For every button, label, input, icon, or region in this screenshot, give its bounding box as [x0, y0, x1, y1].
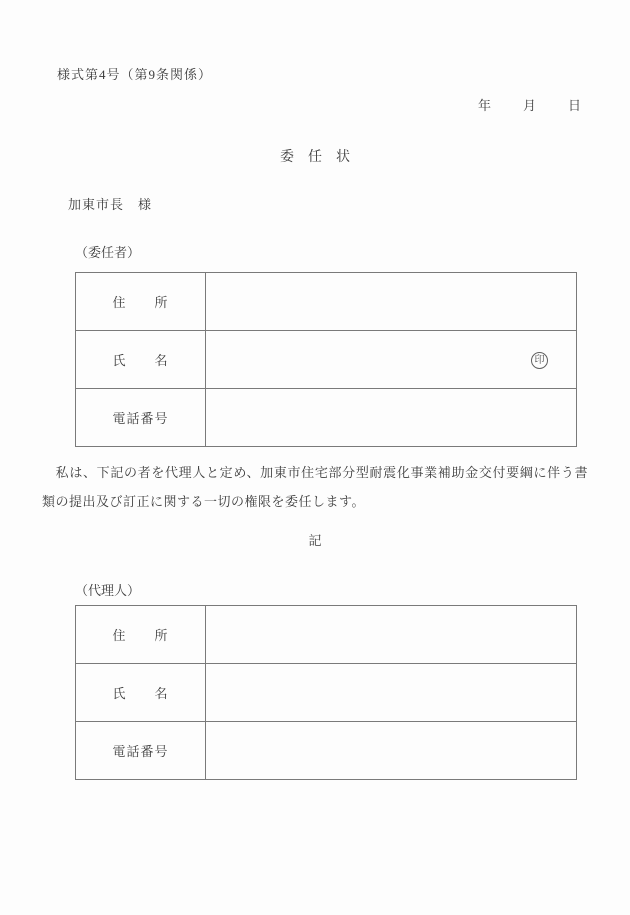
agent-section-label: （代理人） [75, 583, 141, 598]
agent-table [75, 605, 577, 780]
address-label: 住 所 [76, 606, 206, 664]
name-label: 氏 名 [76, 664, 206, 722]
agent-name-field [206, 664, 577, 722]
date-line: 年 月 日 [477, 98, 583, 113]
table-row [76, 389, 577, 447]
phone-label: 電話番号 [76, 722, 206, 780]
agent-phone-field [206, 722, 577, 780]
agent-address-field [206, 606, 577, 664]
table-row [76, 331, 577, 389]
name-label: 氏 名 [76, 331, 206, 389]
form-number: 様式第4号（第9条関係） [57, 67, 213, 82]
delegator-phone-field [206, 389, 577, 447]
delegator-address-field [206, 273, 577, 331]
delegator-name-field [206, 331, 577, 389]
seal-mark [531, 351, 548, 369]
table-row [76, 606, 577, 664]
phone-label: 電話番号 [76, 389, 206, 447]
document-title: 委 任 状 [280, 150, 350, 165]
table-row [76, 722, 577, 780]
ki-heading: 記 [308, 533, 322, 548]
delegator-table [75, 272, 577, 447]
seal-icon: 印 [531, 352, 548, 369]
address-label: 住 所 [76, 273, 206, 331]
body-paragraph: 私は、下記の者を代理人と定め、加東市住宅部分型耐震化事業補助金交付要綱に伴う書類の提出及び訂正に関する一切の権限を委任します。 [42, 465, 588, 509]
addressee-line: 加東市長 様 [68, 197, 153, 212]
delegator-section-label: （委任者） [75, 245, 141, 260]
table-row [76, 664, 577, 722]
table-row [76, 273, 577, 331]
